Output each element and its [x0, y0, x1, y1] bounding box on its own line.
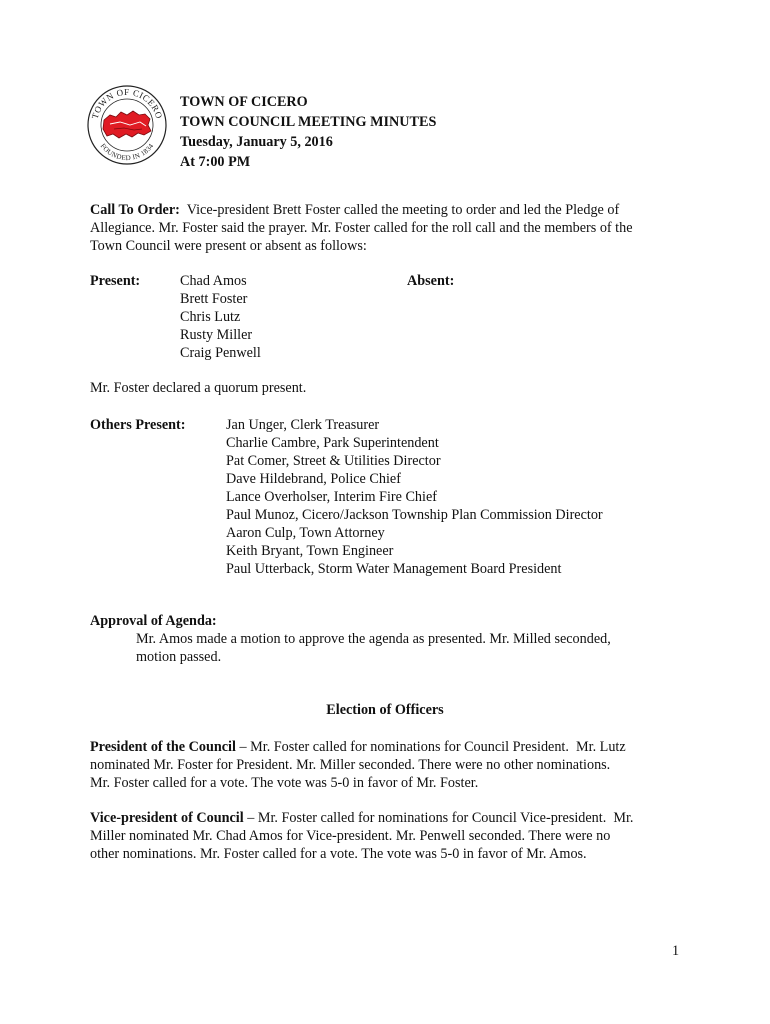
absent-label: Absent:: [407, 273, 455, 289]
president-line-1: [90, 738, 626, 756]
vice-president-line-3: other nominations. Mr. Foster called for a vote. The vote was 5-0 in favor of Mr. Amos.: [90, 846, 587, 862]
president-text: – Mr. Foster called for nominations for Council President. Mr. Lutz: [235, 739, 626, 755]
list-item: Rusty Miller: [180, 327, 253, 343]
list-item: Aaron Culp, Town Attorney: [226, 525, 385, 541]
list-item: Charlie Cambre, Park Superintendent: [226, 435, 439, 451]
president-label: President of the Council: [90, 739, 236, 755]
president-line-3: Mr. Foster called for a vote. The vote was 5-0 in favor of Mr. Foster.: [90, 775, 479, 791]
president-line-2: nominated Mr. Foster for President. Mr. Miller seconded. There were no other nominations.: [90, 757, 611, 773]
agenda-label: Approval of Agenda:: [90, 613, 217, 629]
list-item: Keith Bryant, Town Engineer: [226, 543, 394, 559]
svg-text:TOWN OF CICERO: TOWN OF CICERO: [89, 86, 165, 121]
list-item: Brett Foster: [180, 291, 248, 307]
quorum-statement: Mr. Foster declared a quorum present.: [90, 380, 307, 396]
call-to-order-line-1: [90, 201, 619, 219]
header-town-name: TOWN OF CICERO: [180, 94, 308, 110]
list-item: Paul Munoz, Cicero/Jackson Township Plan Commission Director: [226, 507, 603, 523]
header-document-title: TOWN COUNCIL MEETING MINUTES: [180, 114, 437, 130]
list-item: Pat Comer, Street & Utilities Director: [226, 453, 441, 469]
others-present-label: Others Present:: [90, 417, 186, 433]
list-item: Jan Unger, Clerk Treasurer: [226, 417, 380, 433]
list-item: Chad Amos: [180, 273, 247, 289]
vice-president-text: – Mr. Foster called for nominations for Council Vice-president. Mr.: [243, 810, 634, 826]
agenda-text-line-1: Mr. Amos made a motion to approve the agenda as presented. Mr. Milled seconded,: [136, 631, 611, 647]
town-seal-logo: [86, 84, 168, 166]
vice-president-line-1: [90, 809, 633, 827]
list-item: Craig Penwell: [180, 345, 261, 361]
agenda-text-line-2: motion passed.: [136, 649, 222, 665]
list-item: Dave Hildebrand, Police Chief: [226, 471, 401, 487]
svg-text:FOUNDED IN 1834: FOUNDED IN 1834: [98, 142, 156, 163]
call-to-order-line-3: Town Council were present or absent as follows:: [90, 238, 367, 254]
call-to-order-label: Call To Order:: [90, 202, 180, 218]
list-item: Chris Lutz: [180, 309, 241, 325]
election-heading: Election of Officers: [326, 702, 444, 718]
header-time: At 7:00 PM: [180, 154, 251, 170]
page-number: 1: [672, 943, 680, 959]
others-present-list: [226, 416, 603, 578]
header-date: Tuesday, January 5, 2016: [180, 134, 333, 150]
document-header: [180, 92, 436, 172]
call-to-order-line-2: Allegiance. Mr. Foster said the prayer. Mr. Foster called for the roll call and the members of the: [90, 220, 633, 236]
list-item: Lance Overholser, Interim Fire Chief: [226, 489, 437, 505]
present-list: [180, 272, 261, 362]
vice-president-label: Vice-president of Council: [90, 810, 244, 826]
call-to-order-text: Vice-president Brett Foster called the meeting to order and led the Pledge of: [179, 202, 620, 218]
present-label: Present:: [90, 273, 141, 289]
list-item: Paul Utterback, Storm Water Management Board President: [226, 561, 562, 577]
vice-president-line-2: Miller nominated Mr. Chad Amos for Vice-president. Mr. Penwell seconded. There were no: [90, 828, 611, 844]
